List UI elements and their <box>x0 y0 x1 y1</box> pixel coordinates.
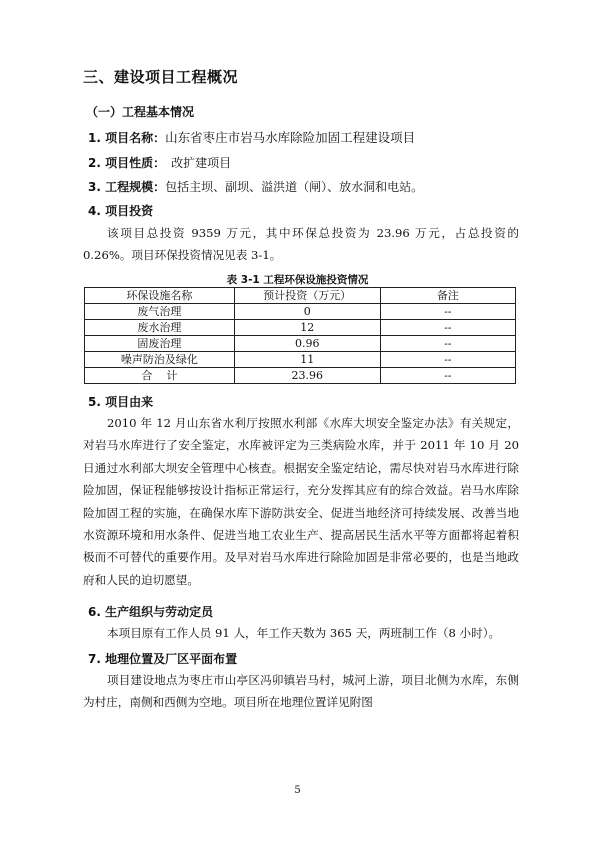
table-cell: 噪声防治及绿化 <box>85 352 235 368</box>
table-header: 预计投资（万元） <box>234 288 380 304</box>
item-value: 改扩建项目 <box>171 156 232 170</box>
item-label: 1. 项目名称： <box>88 131 166 145</box>
origin-paragraph <box>83 412 519 591</box>
investment-text: 该项目总投资 9359 万元，其中环保总投资为 23.96 万元，占总投资的 0.26%。项目环保投资情况见表 3-1。 <box>83 226 519 263</box>
subsection-heading: （一）工程基本情况 <box>86 105 195 119</box>
item-label: 6. 生产组织与劳动定员 <box>88 605 214 619</box>
item-label: 7. 地理位置及厂区平面布置 <box>88 652 238 666</box>
table-cell: 11 <box>234 352 380 368</box>
item-project-origin <box>88 393 153 410</box>
table-row <box>85 352 516 368</box>
table-row <box>85 320 516 336</box>
table-cell: -- <box>380 368 515 384</box>
item-project-investment <box>88 202 153 219</box>
investment-table <box>84 287 516 384</box>
item-label: 5. 项目由来 <box>88 395 154 409</box>
item-project-name <box>88 128 415 146</box>
table-total-row <box>85 368 516 384</box>
table-cell: 废气治理 <box>85 304 235 320</box>
item-value: 包括主坝、副坝、溢洪道（闸）、放水洞和电站。 <box>165 180 424 194</box>
table-cell: 0 <box>234 304 380 320</box>
table-cell: 0.96 <box>234 336 380 352</box>
table-cell: -- <box>380 352 515 368</box>
page-number: 5 <box>294 785 301 796</box>
table-cell: 固废治理 <box>85 336 235 352</box>
item-project-nature <box>88 154 231 171</box>
item-value: 山东省枣庄市岩马水库除险加固工程建设项目 <box>165 130 416 145</box>
table-cell: 12 <box>234 320 380 336</box>
table-caption: 表 3-1 工程环保设施投资情况 <box>226 274 369 286</box>
item-label: 2. 项目性质： <box>88 156 166 170</box>
section-heading: 三、建设项目工程概况 <box>83 68 239 86</box>
table-header-row <box>85 288 516 304</box>
location-text: 项目建设地点为枣庄市山亭区冯卯镇岩马村，城河上游，项目北侧为水库，东侧为村庄，南侧和西侧为空地。项目所在地理位置详见附图 <box>83 673 519 710</box>
table-row <box>85 336 516 352</box>
table-cell: 23.96 <box>234 368 380 384</box>
table-cell: 合 计 <box>85 368 235 384</box>
table-cell: -- <box>380 336 515 352</box>
staff-text: 本项目原有工作人员 91 人，年工作天数为 365 天，两班制工作（8 小时）。 <box>107 626 501 640</box>
item-staffing <box>88 603 213 620</box>
table-header: 环保设施名称 <box>85 288 235 304</box>
item-location <box>88 650 237 667</box>
item-label: 4. 项目投资 <box>88 204 154 218</box>
investment-paragraph <box>83 222 519 267</box>
table-header: 备注 <box>380 288 515 304</box>
table-cell: -- <box>380 320 515 336</box>
staff-paragraph <box>83 622 519 644</box>
location-paragraph <box>83 669 519 714</box>
table-cell: -- <box>380 304 515 320</box>
item-label: 3. 工程规模： <box>88 180 166 194</box>
item-project-scale <box>88 178 423 195</box>
table-cell: 废水治理 <box>85 320 235 336</box>
origin-text: 2010 年 12 月山东省水利厅按照水利部《水库大坝安全鉴定办法》有关规定，对岩马水库进行了安全鉴定，水库被评定为三类病险水库，并于 2011 年 10 月 20 日通过水利部大坝安全管理中心核查。根据安全鉴定结论，需尽快对岩马水库进行除险加固，保证程能够按设计指标正常运行，充分发挥其应有的综合效益。岩马水库除险加固工程的实施，在确保水库下游防洪安全、促进当地经济可持续发展、改善当地水资源环境和用水条件、促进当地工农业生产、提高居民生活水平等方面都将起着积极而不可替代的重要作用。及早对岩马水库进行除险加固是非常必要的，也是当地政府和人民的迫切愿望。 <box>83 416 519 587</box>
table-row <box>85 304 516 320</box>
